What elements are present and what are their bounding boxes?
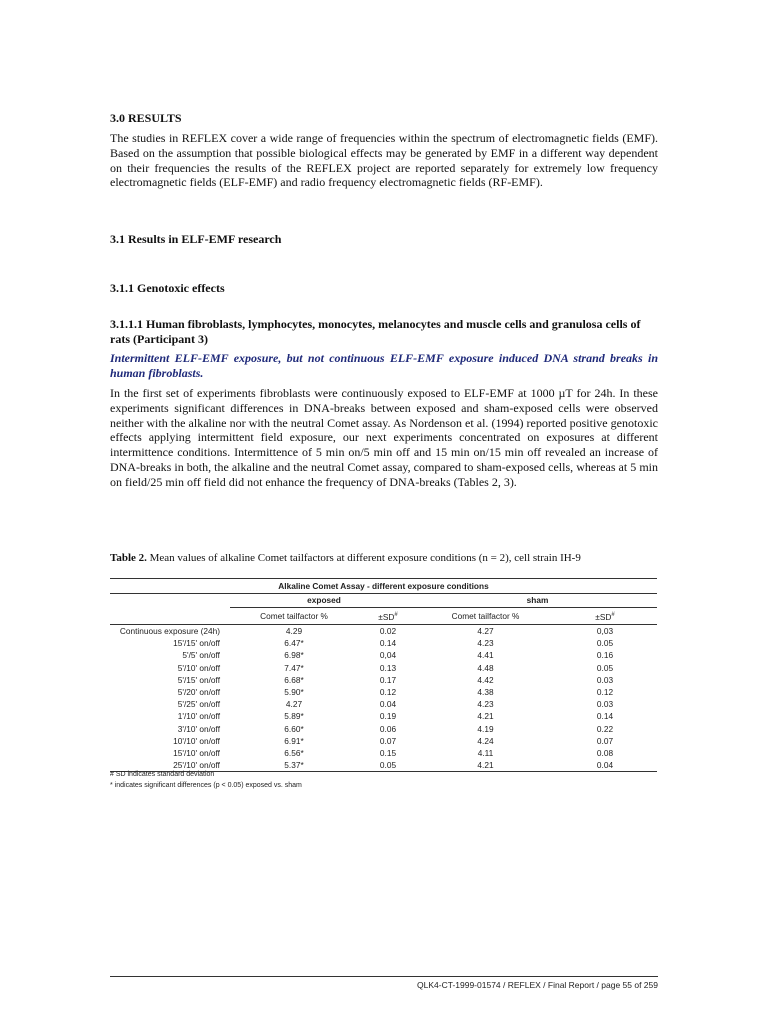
exposed-tailfactor-cell: 5.89* xyxy=(284,711,304,722)
sham-tailfactor-cell: 4.23 xyxy=(477,638,494,649)
exposed-sd-cell: 0.05 xyxy=(358,759,418,772)
exposed-tailfactor-cell: 7.47* xyxy=(284,662,304,673)
sham-tailfactor-cell: 4.41 xyxy=(477,650,494,661)
exposure-condition-cell: 25'/10' on/off xyxy=(110,759,230,772)
sham-tailfactor-cell: 4.42 xyxy=(477,674,494,685)
sham-sd-cell: 0.03 xyxy=(596,674,614,685)
exposure-condition-cell: 15'/15' on/off xyxy=(173,638,220,649)
table-row xyxy=(110,674,657,686)
sham-sd-cell: 0.16 xyxy=(596,650,614,661)
exposed-sd-cell: 0.19 xyxy=(379,711,397,722)
sham-sd-cell: 0.22 xyxy=(596,723,614,734)
table-row xyxy=(110,637,657,649)
results-heading: 3.0 RESULTS xyxy=(110,111,182,125)
table-row xyxy=(110,747,657,759)
sham-sd-cell: 0.03 xyxy=(596,699,614,710)
sham-tailfactor-cell: 4.24 xyxy=(477,735,494,746)
exposure-condition-cell: 5'/10' on/off xyxy=(177,662,220,673)
exposed-sd-cell: 0.15 xyxy=(379,748,397,759)
comet-assay-table xyxy=(110,578,657,772)
exposure-condition-cell: 3'/10' on/off xyxy=(177,723,220,734)
sham-tailfactor-cell: 4.23 xyxy=(477,699,494,710)
sham-tailfactor-header: Comet tailfactor % xyxy=(418,608,553,625)
exposed-sd-cell: 0.06 xyxy=(379,723,397,734)
exposed-tailfactor-cell: 6.47* xyxy=(284,638,304,649)
exposed-group-header: exposed xyxy=(230,594,418,608)
table-caption-text: Mean values of alkaline Comet tailfactors at different exposure conditions (n = 2), cell strain IH-9 xyxy=(146,552,581,564)
exposed-sd-cell: 0.13 xyxy=(379,662,397,673)
exposed-sd-cell: 0.04 xyxy=(379,699,397,710)
exposed-sd-header: ±SD# xyxy=(358,608,418,625)
document-page xyxy=(110,0,658,1024)
exposed-tailfactor-cell: 4.29 xyxy=(285,626,303,636)
exposed-sd-cell: 0.02 xyxy=(379,626,397,636)
sham-tailfactor-cell: 4.21 xyxy=(477,711,494,722)
exposed-tailfactor-header: Comet tailfactor % xyxy=(230,608,358,625)
sham-sd-cell: 0.14 xyxy=(596,711,614,722)
table-row xyxy=(110,735,657,747)
sham-sd-header: ±SD# xyxy=(553,608,657,625)
exposed-tailfactor-cell: 6.68* xyxy=(284,674,304,685)
exposed-sd-cell: 0,04 xyxy=(379,650,397,661)
exposure-condition-cell: 1'/10' on/off xyxy=(177,711,220,722)
table-row xyxy=(110,710,657,722)
exposed-tailfactor-cell: 6.98* xyxy=(284,650,304,661)
footnote-sd: # SD indicates standard deviation xyxy=(110,771,215,778)
exposure-condition-cell: 10'/10' on/off xyxy=(173,735,220,746)
exposed-tailfactor-cell: 6.60* xyxy=(284,723,304,734)
sham-tailfactor-cell: 4.27 xyxy=(477,626,494,636)
exposed-tailfactor-cell: 6.91* xyxy=(284,735,304,746)
table-caption-label: Table 2. xyxy=(110,552,147,564)
footnote-significance: * indicates significant differences (p < 0.05) exposed vs. sham xyxy=(110,782,302,789)
table-title: Alkaline Comet Assay - different exposure conditions xyxy=(110,579,657,594)
sham-group-header: sham xyxy=(418,594,657,608)
sham-sd-cell: 0.04 xyxy=(553,759,657,772)
genotoxic-effects-heading: 3.1.1 Genotoxic effects xyxy=(110,281,225,295)
table-row xyxy=(110,649,657,661)
exposure-condition-cell: 15'/10' on/off xyxy=(173,748,220,759)
sham-sd-cell: 0.05 xyxy=(596,662,614,673)
table-row xyxy=(110,686,657,698)
exposed-tailfactor-cell: 4.27 xyxy=(285,699,303,710)
exposed-sd-cell: 0.14 xyxy=(379,638,397,649)
exposure-condition-cell: 5'/20' on/off xyxy=(177,687,220,698)
experiment-description-paragraph: In the first set of experiments fibroblasts were continuously exposed to ELF-EMF at 1000 µT for 24h. In these experiments significant differences in DNA-breaks between exposed and sham-exposed cells were observed neither with the alkaline nor with the neutral Comet assay. As Nordenson et al. (1994) reported positive genotoxic effects applying intermittent field exposure, our next experiments concentrated on exposures at different intermittence conditions. Intermittence of 5 min on/5 min off and 15 min on/15 min off revealed an increase of DNA-breaks in both, the alkaline and the neutral Comet assay, compared to sham-exposed cells, whereas at 5 min on field/25 min off field did not enhance the frequency of DNA-breaks (Tables 2, 3). xyxy=(110,386,658,489)
sham-tailfactor-cell: 4.21 xyxy=(418,759,553,772)
exposure-condition-cell: 5'/25' on/off xyxy=(177,699,220,710)
sham-sd-cell: 0,03 xyxy=(596,626,614,636)
elf-emf-heading: 3.1 Results in ELF-EMF research xyxy=(110,232,282,246)
sham-sd-cell: 0.05 xyxy=(596,638,614,649)
table-row xyxy=(110,662,657,674)
exposed-sd-cell: 0.07 xyxy=(379,735,397,746)
table-row xyxy=(110,698,657,710)
sham-sd-cell: 0.08 xyxy=(596,748,614,759)
sham-tailfactor-cell: 4.19 xyxy=(477,723,494,734)
sham-tailfactor-cell: 4.38 xyxy=(477,687,494,698)
exposed-tailfactor-cell: 5.90* xyxy=(284,687,304,698)
exposed-sd-cell: 0.12 xyxy=(379,687,397,698)
table-caption xyxy=(110,552,581,564)
exposed-tailfactor-cell: 5.37* xyxy=(230,759,358,772)
sham-tailfactor-cell: 4.11 xyxy=(477,748,494,759)
exposure-condition-cell: 5'/15' on/off xyxy=(177,674,220,685)
exposure-condition-cell: Continuous exposure (24h) xyxy=(119,626,220,636)
page-footer: QLK4-CT-1999-01574 / REFLEX / Final Report / page 55 of 259 xyxy=(417,980,658,990)
table-row xyxy=(110,723,657,735)
exposed-sd-cell: 0.17 xyxy=(379,674,397,685)
exposed-tailfactor-cell: 6.56* xyxy=(284,748,304,759)
sham-sd-cell: 0.12 xyxy=(596,687,614,698)
table-row xyxy=(110,625,657,638)
exposure-condition-cell: 5'/5' on/off xyxy=(182,650,220,661)
sham-tailfactor-cell: 4.48 xyxy=(477,662,494,673)
footer-divider xyxy=(110,976,658,977)
sham-sd-cell: 0.07 xyxy=(596,735,614,746)
key-finding-statement: Intermittent ELF-EMF exposure, but not continuous ELF-EMF exposure induced DNA strand breaks in human fibroblasts. xyxy=(110,351,658,380)
results-intro-paragraph: The studies in REFLEX cover a wide range of frequencies within the spectrum of electromagnetic fields (EMF). Based on the assumption that possible biological effects may be generated by EMF in a different way dependent on their frequencies the results of the REFLEX project are reported separately for extremely low frequency electromagnetic fields (ELF-EMF) and radio frequency electromagnetic fields (RF-EMF). xyxy=(110,131,658,190)
cell-types-heading: 3.1.1.1 Human fibroblasts, lymphocytes, monocytes, melanocytes and muscle cells and granulosa cells of rats (Participant 3) xyxy=(110,317,641,346)
